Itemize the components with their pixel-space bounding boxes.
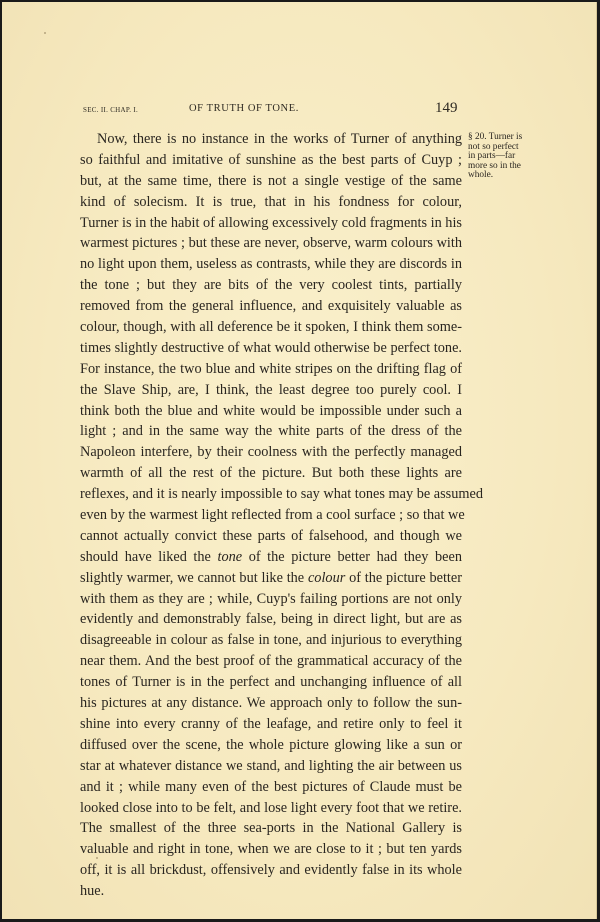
text-line: tones of Turner is in the perfect and unchanging influence of all — [80, 674, 462, 691]
text-line: colour, though, with all deference be it spoken, I think them some- — [80, 319, 462, 336]
sidenote-line: § 20. Turner is — [468, 132, 523, 142]
text-line: valuable and right in tone, when we are close to it ; but ten yards — [80, 841, 462, 858]
page-number: 149 — [435, 100, 458, 116]
sidenote-line: whole. — [468, 170, 494, 181]
text-line: shine into every cranny of the leafage, and retire only to feel it — [80, 715, 462, 732]
text-line: so faithful and imitative of sunshine as the best parts of Cuyp ; — [80, 151, 462, 168]
text-line: kind of solecism. It is true, that in his fondness for colour, — [80, 193, 462, 210]
text-line: the Slave Ship, are, I think, the least degree too purely cool. I — [80, 381, 462, 398]
running-head — [2, 102, 597, 118]
text-line: For instance, the two blue and white stripes on the drifting flag of — [80, 360, 462, 377]
italic-word: colour — [307, 569, 346, 586]
text-segment: of the picture better had they been — [248, 548, 462, 565]
text-segment: should have liked the — [80, 548, 211, 565]
text-line: near them. And the best proof of the grammatical accuracy of the — [80, 653, 462, 670]
text-line: looked close into to be felt, and lose light every foot that we retire. — [80, 799, 462, 816]
body-paragraph — [80, 129, 484, 902]
text-line: the tone ; but they are bits of the very coolest tints, partially — [80, 277, 462, 294]
sidenote-line: more so in the — [468, 160, 521, 171]
text-line: think both the blue and white would be impossible under such a — [80, 402, 462, 419]
sidenote-line: not so perfect — [468, 141, 519, 152]
text-line: Now, there is no instance in the works of Turner of anything — [97, 131, 462, 147]
italic-word: tone — [217, 548, 243, 565]
text-line: removed from the general influence, and exquisitely valuable as — [80, 298, 462, 315]
text-line: off, it is all brickdust, offensively and evidently false in its whole — [80, 862, 462, 879]
text-line: his pictures at any distance. We approach only to follow the sun- — [80, 695, 462, 712]
text-line: evidently and demonstrably false, being in direct light, but are as — [80, 611, 462, 628]
text-line: The smallest of the three sea-ports in the National Gallery is — [80, 820, 462, 837]
sidenote-line: in parts—far — [468, 151, 516, 162]
text-line: reflexes, and it is nearly impossible to say what tones may be assumed — [80, 486, 484, 503]
text-line: star at whatever distance we stand, and lighting the air between us — [80, 757, 462, 774]
margin-sidenote — [468, 133, 548, 181]
text-line: hue. — [80, 883, 105, 900]
text-line: warmth of all the rest of the picture. But both these lights are — [80, 465, 462, 482]
text-segment: slightly warmer, we cannot but like the — [80, 569, 305, 586]
text-line: and it ; while many even of the best pictures of Claude must be — [80, 778, 462, 795]
running-title: OF TRUTH OF TONE. — [189, 103, 299, 114]
text-line: cannot actually convict these parts of falsehood, and though we — [80, 527, 462, 544]
text-line: warmest pictures ; but these are never, observe, warm colours with — [80, 235, 462, 252]
section-chapter-label: SEC. II. CHAP. I. — [83, 106, 139, 114]
text-line-with-italic — [80, 568, 462, 589]
text-line: even by the warmest light reflected from a cool surface ; so that we — [80, 507, 465, 524]
book-page — [2, 2, 597, 919]
text-line: Napoleon interfere, by their coolness with the perfectly managed — [80, 444, 462, 461]
text-line-with-italic — [80, 547, 462, 568]
text-line: times slightly destructive of what would otherwise be perfect tone. — [80, 339, 462, 356]
paper-speck — [44, 32, 46, 34]
text-line: Turner is in the habit of allowing excessively cold fragments in his — [80, 214, 462, 231]
text-line: diffused over the scene, the whole picture glowing like a sun or — [80, 736, 462, 753]
text-line: with them as they are ; while, Cuyp's failing portions are not only — [80, 590, 462, 607]
text-line: but, at the same time, there is not a single vestige of the same — [80, 172, 462, 189]
text-segment: of the picture better — [349, 569, 463, 586]
text-line: light ; and in the same way the white parts of the dress of the — [80, 423, 462, 440]
text-line: disagreeable in colour as false in tone, and injurious to everything — [80, 632, 462, 649]
text-line: no light upon them, useless as contrasts, while they are discords in — [80, 256, 462, 273]
